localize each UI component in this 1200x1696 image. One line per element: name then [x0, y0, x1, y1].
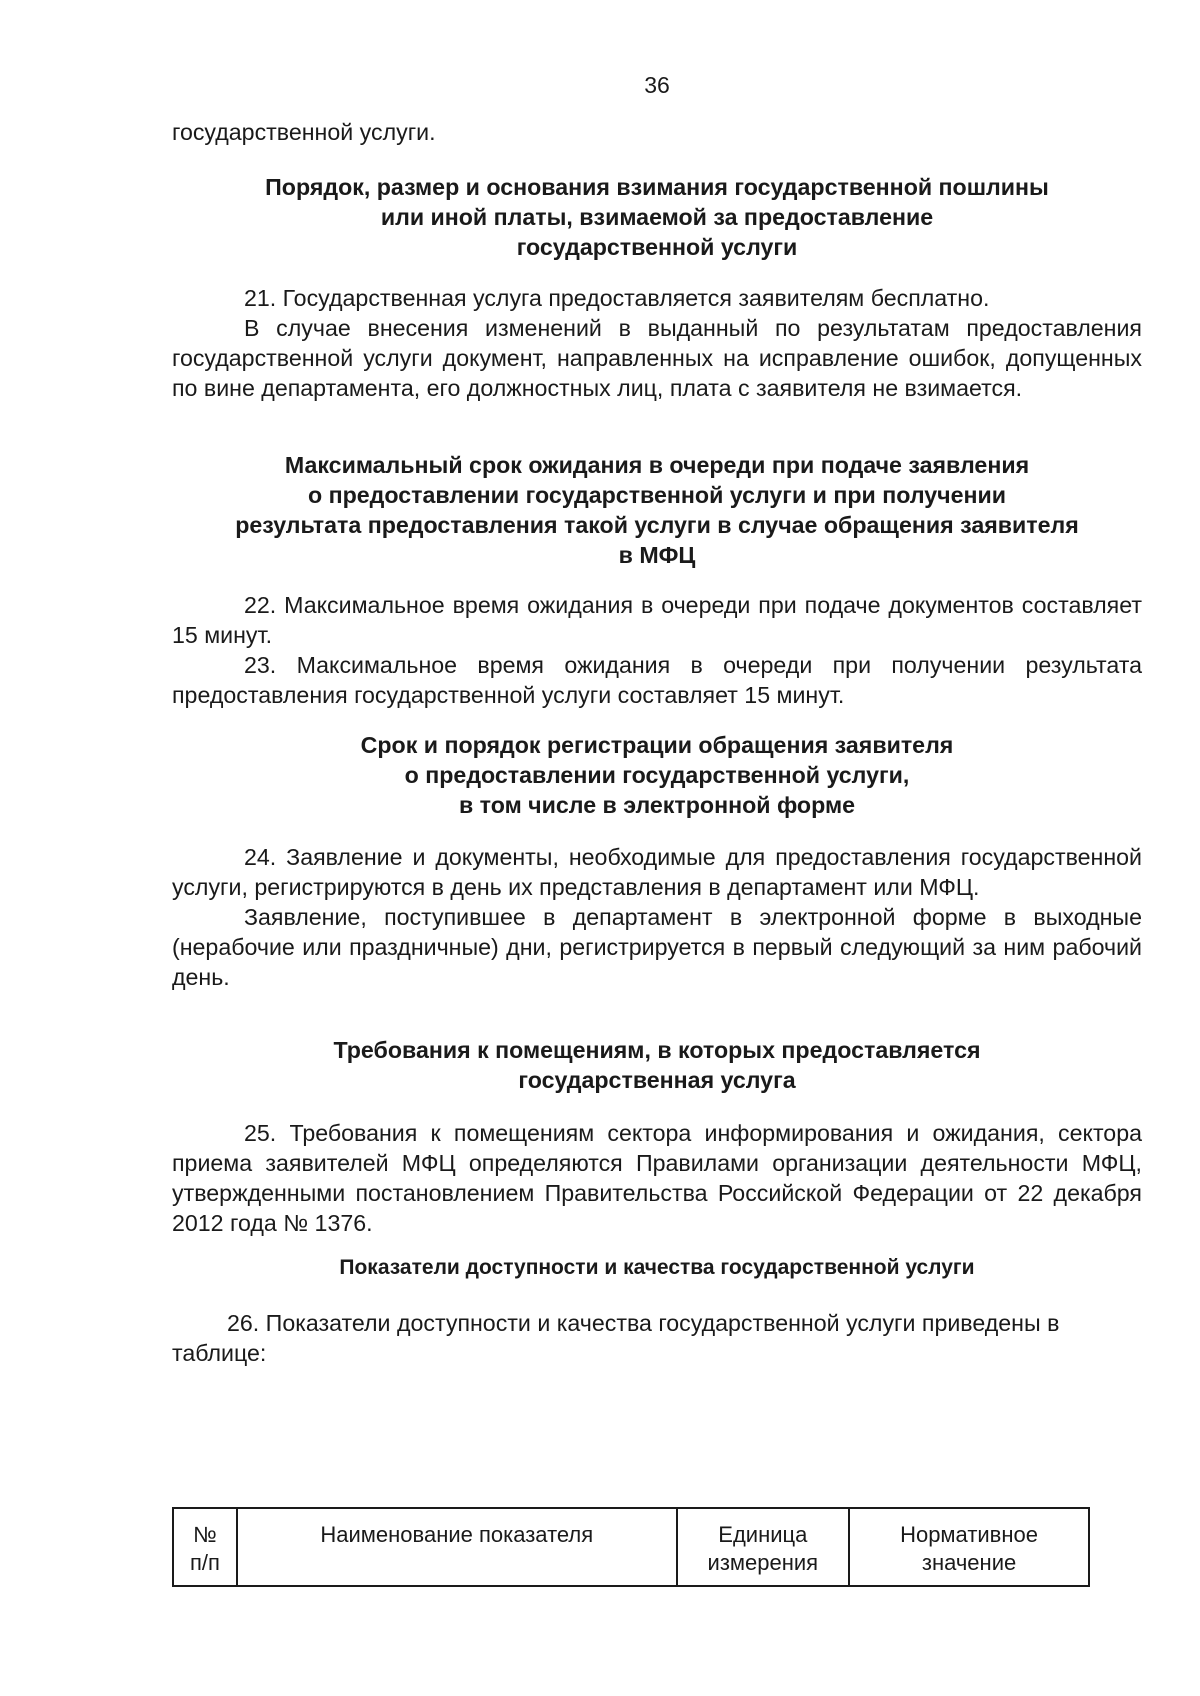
section-body-premises: [172, 1118, 1142, 1238]
paragraph-21-correction: В случае внесения изменений в выданный по результатам предоставления государственной услуги документ, направленных на исправление ошибок, допущенных по вине департамента, его должностных лиц, плата с заявителя не взимается.: [172, 315, 1142, 401]
section-body-queue: [172, 590, 1142, 710]
header-cell-line: измерения: [707, 1550, 819, 1575]
section-body-fee: [172, 283, 1142, 403]
header-cell-indicator-name: [237, 1508, 677, 1586]
paragraph-22: 22. Максимальное время ожидания в очереди при подаче документов составляет 15 минут.: [172, 592, 1142, 648]
header-cell-line: значение: [921, 1550, 1017, 1575]
heading-line: в МФЦ: [618, 542, 696, 568]
heading-line: Порядок, размер и основания взимания государственной пошлины: [265, 174, 1049, 200]
heading-line: Требования к помещениям, в которых предоставляется: [333, 1037, 981, 1063]
section-body-registration: [172, 842, 1142, 992]
section-heading-premises: [172, 1035, 1142, 1095]
header-cell-line: Нормативное: [900, 1522, 1038, 1547]
heading-line: государственной услуги: [516, 234, 798, 260]
heading-line: о предоставлении государственной услуги и при получении: [307, 482, 1007, 508]
page-number: 36: [644, 72, 670, 98]
paragraph-25: 25. Требования к помещениям сектора информирования и ожидания, сектора приема заявителей МФЦ определяются Правилами организации деятельности МФЦ, утвержденными постановлением Правительства Российской Федерации от 22 декабря 2012 года № 1376.: [172, 1120, 1142, 1236]
carryover-paragraph: государственной услуги.: [172, 119, 436, 145]
indicators-table: [172, 1507, 1090, 1587]
paragraph-21: 21. Государственная услуга предоставляется заявителям бесплатно.: [244, 285, 990, 311]
header-cell-line: Наименование показателя: [320, 1522, 594, 1547]
section-body-indicators: [172, 1308, 1142, 1368]
paragraph-24: 24. Заявление и документы, необходимые для предоставления государственной услуги, регистрируются в день их представления в департамент или МФЦ.: [172, 844, 1142, 900]
heading-line: Показатели доступности и качества государственной услуги: [339, 1256, 975, 1279]
section-heading-indicators: [172, 1253, 1142, 1283]
paragraph-26: 26. Показатели доступности и качества государственной услуги приведены в таблице:: [172, 1310, 1060, 1366]
header-cell-unit: [677, 1508, 850, 1586]
heading-line: Максимальный срок ожидания в очереди при подаче заявления: [284, 452, 1030, 478]
heading-line: Срок и порядок регистрации обращения заявителя: [360, 732, 954, 758]
header-cell-normative-value: [849, 1508, 1089, 1586]
heading-line: государственная услуга: [518, 1067, 796, 1093]
table-header-row: [173, 1508, 1089, 1586]
paragraph-24-electronic: Заявление, поступившее в департамент в электронной форме в выходные (нерабочие или праздничные) дни, регистрируется в первый следующий за ним рабочий день.: [172, 904, 1142, 990]
heading-line: в том числе в электронной форме: [458, 792, 856, 818]
section-heading-fee: [172, 172, 1142, 262]
carryover-text-block: [172, 117, 1142, 147]
heading-line: результата предоставления такой услуги в случае обращения заявителя: [235, 512, 1079, 538]
header-cell-line: Единица: [718, 1522, 808, 1547]
heading-line: или иной платы, взимаемой за предоставление: [380, 204, 934, 230]
header-cell-line: №: [193, 1522, 217, 1547]
heading-line: о предоставлении государственной услуги,: [404, 762, 910, 788]
section-heading-registration: [172, 730, 1142, 820]
header-cell-line: п/п: [190, 1550, 220, 1575]
paragraph-23: 23. Максимальное время ожидания в очереди при получении результата предоставления государственной услуги составляет 15 минут.: [172, 652, 1142, 708]
section-heading-queue: [172, 450, 1142, 570]
header-cell-number: [173, 1508, 237, 1586]
